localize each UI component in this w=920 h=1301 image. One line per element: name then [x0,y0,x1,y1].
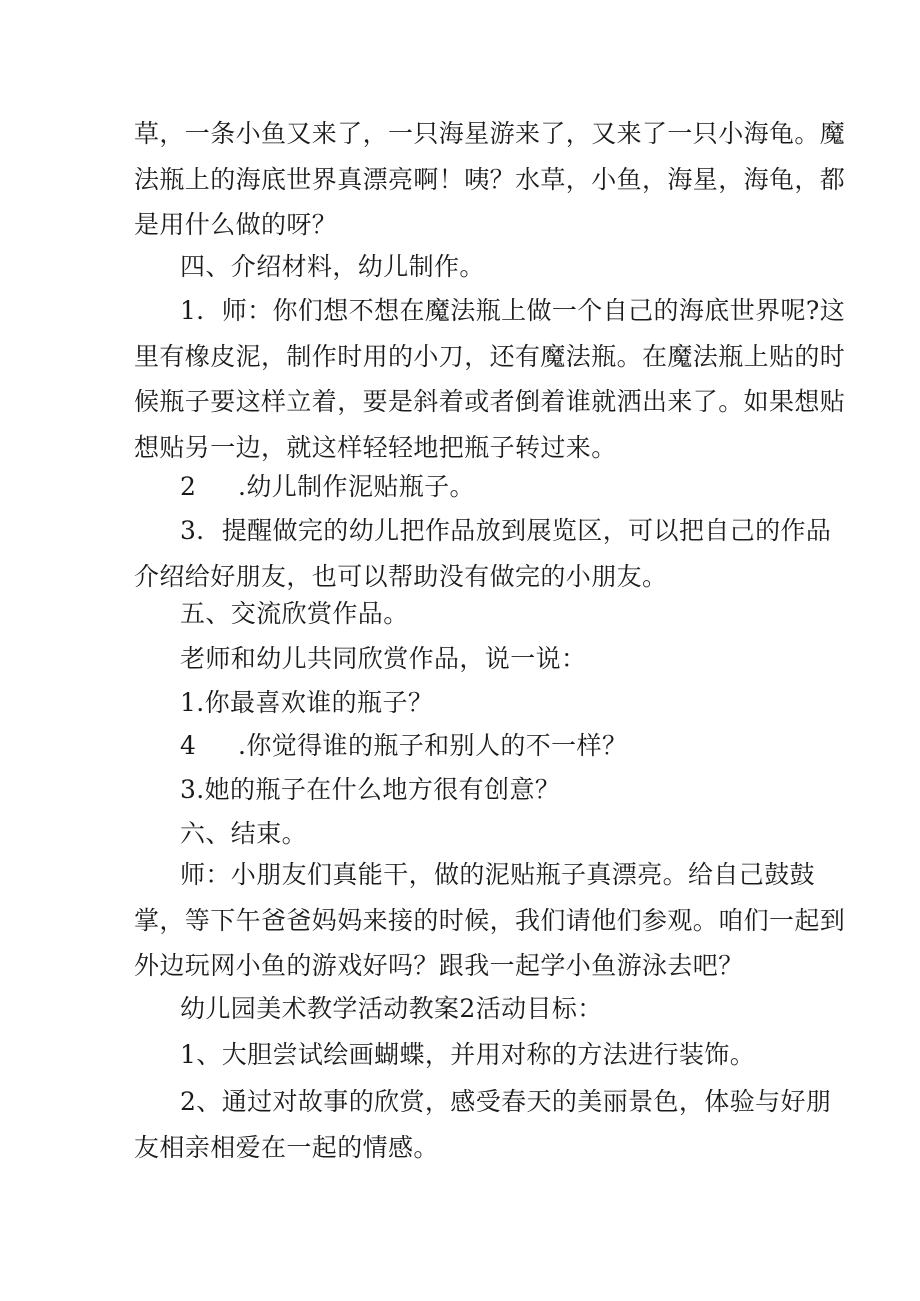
step-2-line [180,464,840,510]
question-1 [180,680,840,726]
section-heading-5 [180,591,840,637]
text-line: 介绍给好朋友，也可以帮助没有做完的小朋友。 [134,561,668,591]
step-number: 2 [180,472,197,501]
question-3 [180,767,840,813]
step-text: .幼儿制作泥贴瓶子。 [238,472,475,501]
text-line: 外边玩网小鱼的游戏好吗？跟我一起学小鱼游泳去吧？ [134,951,744,980]
text-line: 师：小朋友们真能干，做的泥贴瓶子真漂亮。给自己鼓鼓 [180,860,816,889]
paragraph-step-1 [134,288,846,470]
heading-text: 五、交流欣赏作品。 [180,599,409,628]
question-text: .你觉得谁的瓶子和别人的不一样？ [238,731,628,760]
paragraph-story-continued [134,111,846,248]
paragraph-share [180,636,840,682]
heading-text: 四、介绍材料，幼儿制作。 [180,252,485,281]
section-heading-6 [180,811,840,857]
text-line: 法瓶上的海底世界真漂亮啊！咦？水草，小鱼，海星，海龟，都 [134,164,846,194]
text-line: 候瓶子要这样立着，要是斜着或者倒着谁就洒出来了。如果想贴 [134,387,846,416]
question-number: 4 [180,731,197,760]
section-heading-4 [180,244,840,290]
paragraph-step-3 [134,508,832,599]
text-line: 1．师：你们想不想在魔法瓶上做一个自己的海底世界呢?这 [180,296,846,325]
text-line: 3.她的瓶子在什么地方很有创意？ [180,775,561,804]
paragraph-ending [134,852,846,989]
text-line: 草，一条小鱼又来了，一只海星游来了，又来了一只小海龟。魔 [134,119,846,148]
paragraph-step-2 [180,464,840,510]
plan-2-title [180,986,840,1032]
heading-text: 六、结束。 [180,819,308,848]
goal-2 [134,1079,832,1170]
text-line: 老师和幼儿共同欣赏作品，说一说： [180,644,587,673]
text-line: 想贴另一边，就这样轻轻地把瓶子转过来。 [134,432,617,462]
text-line: 2、通过对故事的欣赏，感受春天的美丽景色，体验与好朋 [180,1087,832,1116]
text-line: 友相亲相爱在一起的情感。 [134,1132,439,1162]
text-line: 1、大胆尝试绘画蝴蝶，并用对称的方法进行装饰。 [180,1040,756,1069]
goal-1 [180,1032,840,1078]
heading-text: 幼儿园美术教学活动教案2活动目标： [180,994,603,1023]
text-line: 1.你最喜欢谁的瓶子？ [180,688,434,717]
text-line: 里有橡皮泥，制作时用的小刀，还有魔法瓶。在魔法瓶上贴的时 [134,341,846,371]
question-2 [180,723,840,769]
text-line: 掌，等下午爸爸妈妈来接的时候，我们请他们参观。咱们一起到 [134,905,846,935]
text-line: 3．提醒做完的幼儿把作品放到展览区，可以把自己的作品 [180,516,832,545]
question-2-line [180,723,840,769]
text-line: 是用什么做的呀？ [134,210,338,239]
